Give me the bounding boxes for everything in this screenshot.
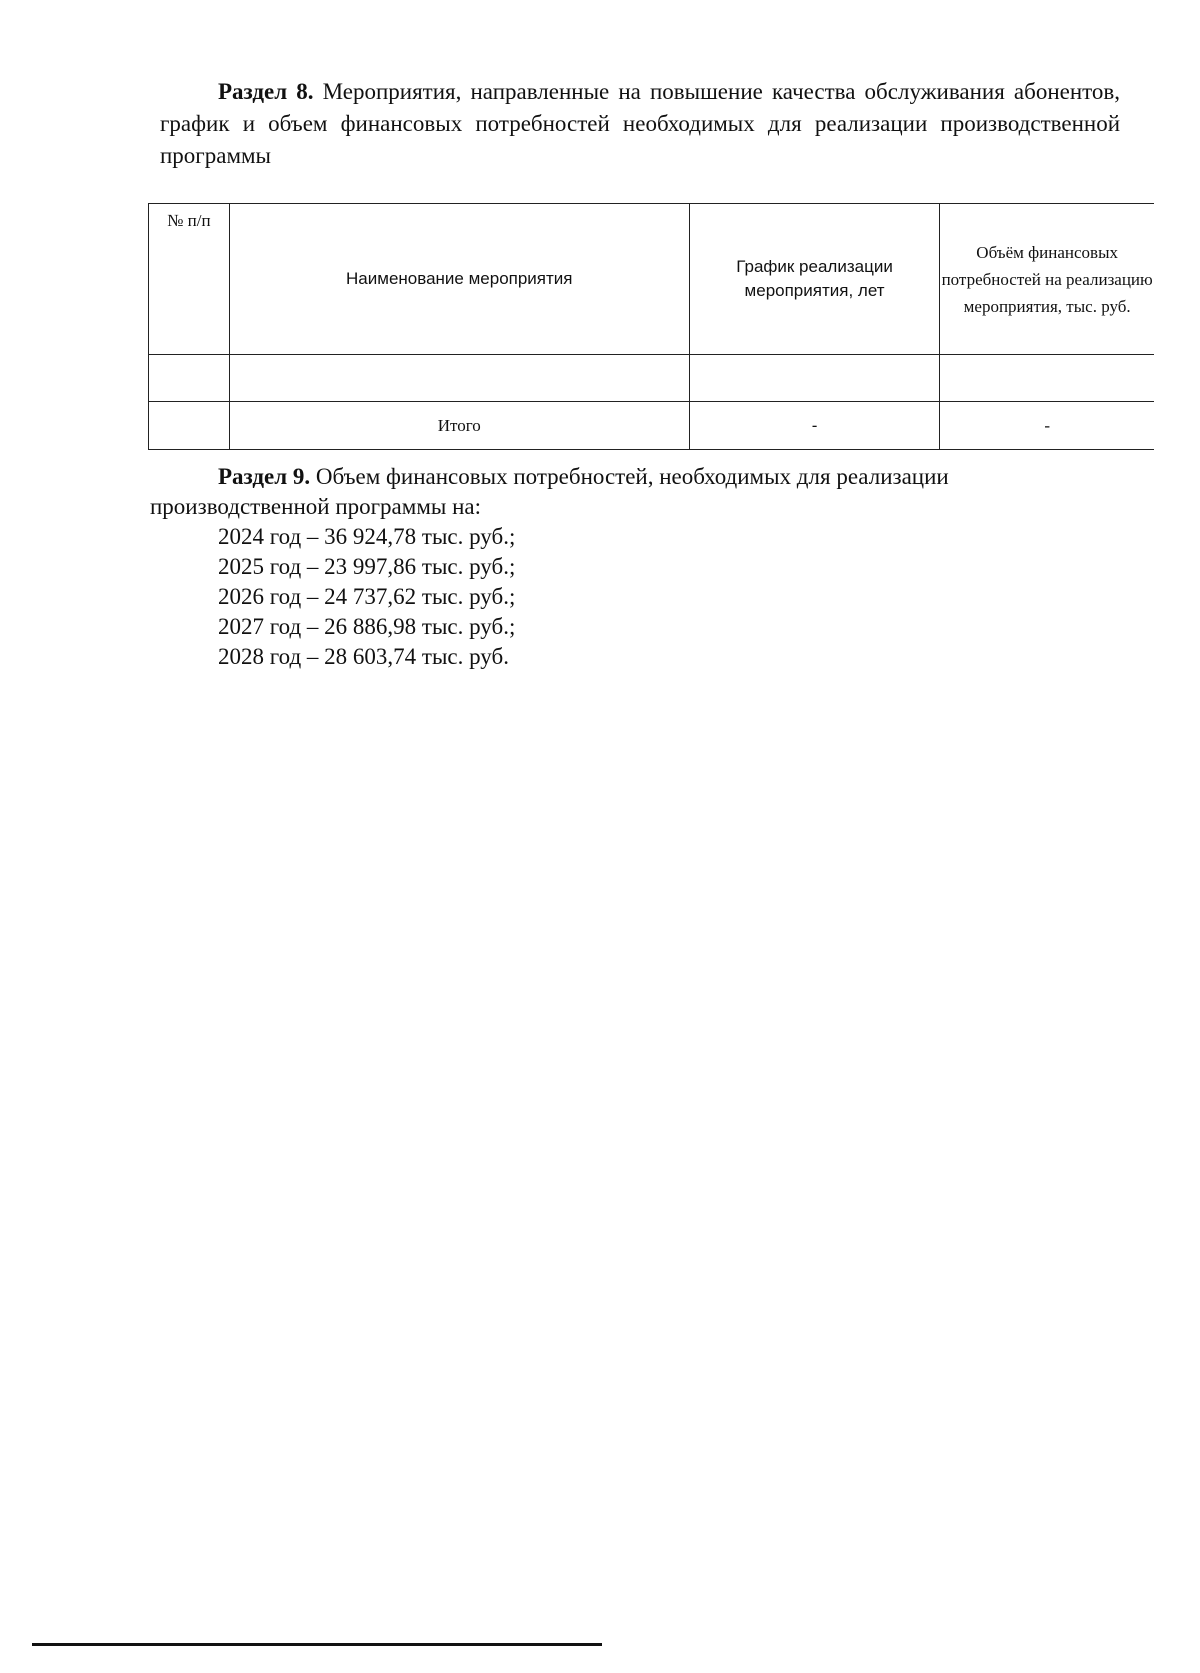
section-8-text: Мероприятия, направленные на повышение качества обслуживания абонентов, график и объем финансовых потребностей необходимых для реализации производственной программы [160,79,1121,168]
header-name: Наименование мероприятия [229,204,689,355]
header-schedule: График реализации мероприятия, лет [689,204,940,355]
total-number-cell [149,402,230,450]
events-table [148,203,1154,450]
years-list [150,522,1110,672]
total-row [149,402,1155,450]
year-line-2024: 2024 год – 36 924,78 тыс. руб.; [218,524,516,549]
total-volume: - [940,402,1154,450]
empty-cell [149,355,230,402]
section-9-intro [150,462,1110,522]
section-9-text: Объем финансовых потребностей, необходимых для реализации производственной программы на: [150,464,949,519]
total-label: Итого [229,402,689,450]
table-row [149,355,1155,402]
section-8-label: Раздел 8. [218,79,314,104]
section-8-paragraph [160,76,1120,172]
header-number: № п/п [149,204,230,355]
table-header-row [149,204,1155,355]
year-line-2026: 2026 год – 24 737,62 тыс. руб.; [218,584,516,609]
year-line-2028: 2028 год – 28 603,74 тыс. руб. [218,644,509,669]
empty-cell [940,355,1154,402]
section-9-label: Раздел 9. [218,464,311,489]
total-schedule: - [689,402,940,450]
footer-divider [32,1643,602,1646]
year-line-2027: 2027 год – 26 886,98 тыс. руб.; [218,614,516,639]
empty-cell [689,355,940,402]
empty-cell [229,355,689,402]
section-9-paragraph [150,462,1110,672]
header-volume: Объём финансовых потребностей на реализацию мероприятия, тыс. руб. [940,204,1154,355]
year-line-2025: 2025 год – 23 997,86 тыс. руб.; [218,554,516,579]
